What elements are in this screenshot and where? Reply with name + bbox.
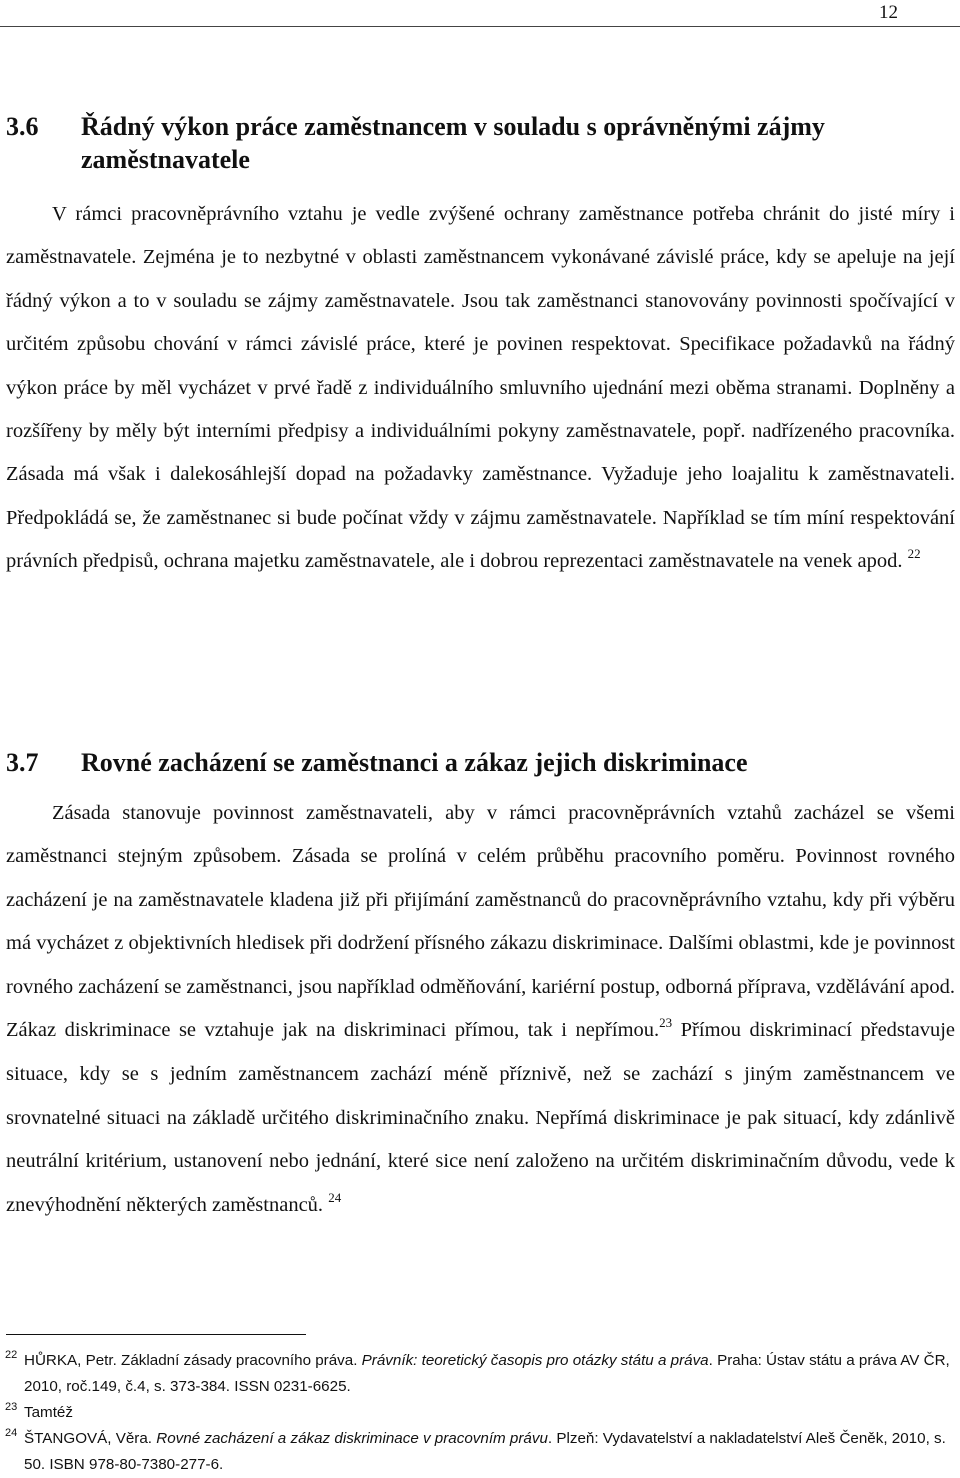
section-number: 3.7 bbox=[6, 748, 39, 777]
footnote-italic-text: Právník: teoretický časopis pro otázky státu a práva bbox=[361, 1352, 709, 1369]
footnote-italic-text: Rovné zacházení a zákaz diskriminace v pracovním právu bbox=[156, 1430, 548, 1447]
footnote-reference: 23 bbox=[659, 1015, 673, 1031]
paragraph-text: Zásada stanovuje povinnost zaměstnavateli, aby v rámci pracovněprávních vztahů zacházel se všemi zaměstnanci stejným způsobem. Zásada se prolíná v celém průběhu pracovního poměru. Povinnost rovného zacházení je na zaměstnavatele kladena již při přijímání zaměstnanců do pracovněprávního vztahu, kdy při výběru má vycházet z objektivních hledisek při dodržení přísného zákazu diskriminace. Dalšími oblastmi, kde je povinnost rovného zacházení se zaměstnanci, jsou například odměňování, kariérní postup, odborná příprava, vzdělávání apod. Zákaz diskriminace se vztahuje jak na diskriminaci přímou, tak i nepřímou. bbox=[6, 802, 955, 1042]
footnote-23 bbox=[0, 1400, 960, 1426]
paragraph-text: V rámci pracovněprávního vztahu je vedle zvýšené ochrany zaměstnance potřeba chránit do jisté míry i zaměstnavatele. Zejména je to nezbytné v oblasti zaměstnancem vykonávané závislé práce, kdy se apeluje na její řádný výkon a to v souladu se zájmy zaměstnavatele. Jsou tak zaměstnanci stanovovány povinnosti spočívající v určitém způsobu chování v rámci závislé práce, které je povinen respektovat. Specifikace požadavků na řádný výkon práce by měl vycházet v prvé řadě z individuálního smluvního ujednání mezi oběma stranami. Doplněny a rozšířeny by měly být interními předpisy a individuálními pokyny zaměstnavatele, popř. nadřízeného pracovníka. Zásada má však i dalekosáhlejší dopad na požadavky zaměstnance. Vyžaduje jeho loajalitu k zaměstnavateli. Předpokládá se, že zaměstnanec si bude počínat vždy v zájmu zaměstnavatele. Například se tím míní respektování právních předpisů, ochrana majetku zaměstnavatele, ale i dobrou reprezentaci zaměstnavatele na venek apod. bbox=[6, 203, 955, 573]
page-header bbox=[0, 0, 960, 27]
footnote-reference: 24 bbox=[328, 1189, 342, 1205]
section-title: Řádný výkon práce zaměstnancem v souladu s oprávněnými zájmy zaměstnavatele bbox=[81, 112, 825, 174]
footnote-text: ŠTANGOVÁ, Věra. bbox=[24, 1430, 157, 1447]
footnote-number: 24 bbox=[5, 1427, 18, 1439]
section-heading-3-6 bbox=[6, 110, 946, 176]
section-3-6-paragraph bbox=[6, 193, 955, 585]
section-3-7-paragraph bbox=[6, 792, 955, 1228]
footnote-24 bbox=[0, 1426, 960, 1478]
footnote-number: 22 bbox=[5, 1349, 18, 1361]
footnote-text: . Plzeň: Vydavatelství a nakladatelství Aleš Čeněk, 2010, s. 50. ISBN 978-80-7380-277-6. bbox=[24, 1430, 946, 1473]
footnote-number: 23 bbox=[5, 1401, 18, 1413]
footnote-text: HŮRKA, Petr. Základní zásady pracovního práva. bbox=[24, 1352, 362, 1369]
footnote-separator bbox=[6, 1334, 306, 1335]
page-number: 12 bbox=[879, 2, 898, 23]
footnote-22 bbox=[0, 1348, 960, 1400]
section-number: 3.6 bbox=[6, 112, 39, 141]
section-heading-3-7 bbox=[6, 746, 946, 779]
footnotes bbox=[0, 1348, 960, 1478]
section-title: Rovné zacházení se zaměstnanci a zákaz jejich diskriminace bbox=[81, 748, 748, 777]
footnote-text: . Praha: Ústav státu a práva AV ČR, 2010, roč.149, č.4, s. 373-384. ISSN 0231-6625. bbox=[24, 1352, 950, 1395]
footnote-text: Tamtéž bbox=[24, 1404, 73, 1421]
footnote-reference: 22 bbox=[907, 546, 921, 562]
paragraph-text: Přímou diskriminací představuje situace, kdy se s jedním zaměstnancem zachází méně příznivě, než se zachází s jiným zaměstnancem ve srovnatelné situaci na základě určitého diskriminačního znaku. Nepřímá diskriminace je pak situací, kdy zdánlivě neutrální kritérium, ustanovení nebo jednání, které sice není založeno na určitém diskriminačním důvodu, vede k znevýhodnění některých zaměstnanců. bbox=[6, 1019, 956, 1216]
